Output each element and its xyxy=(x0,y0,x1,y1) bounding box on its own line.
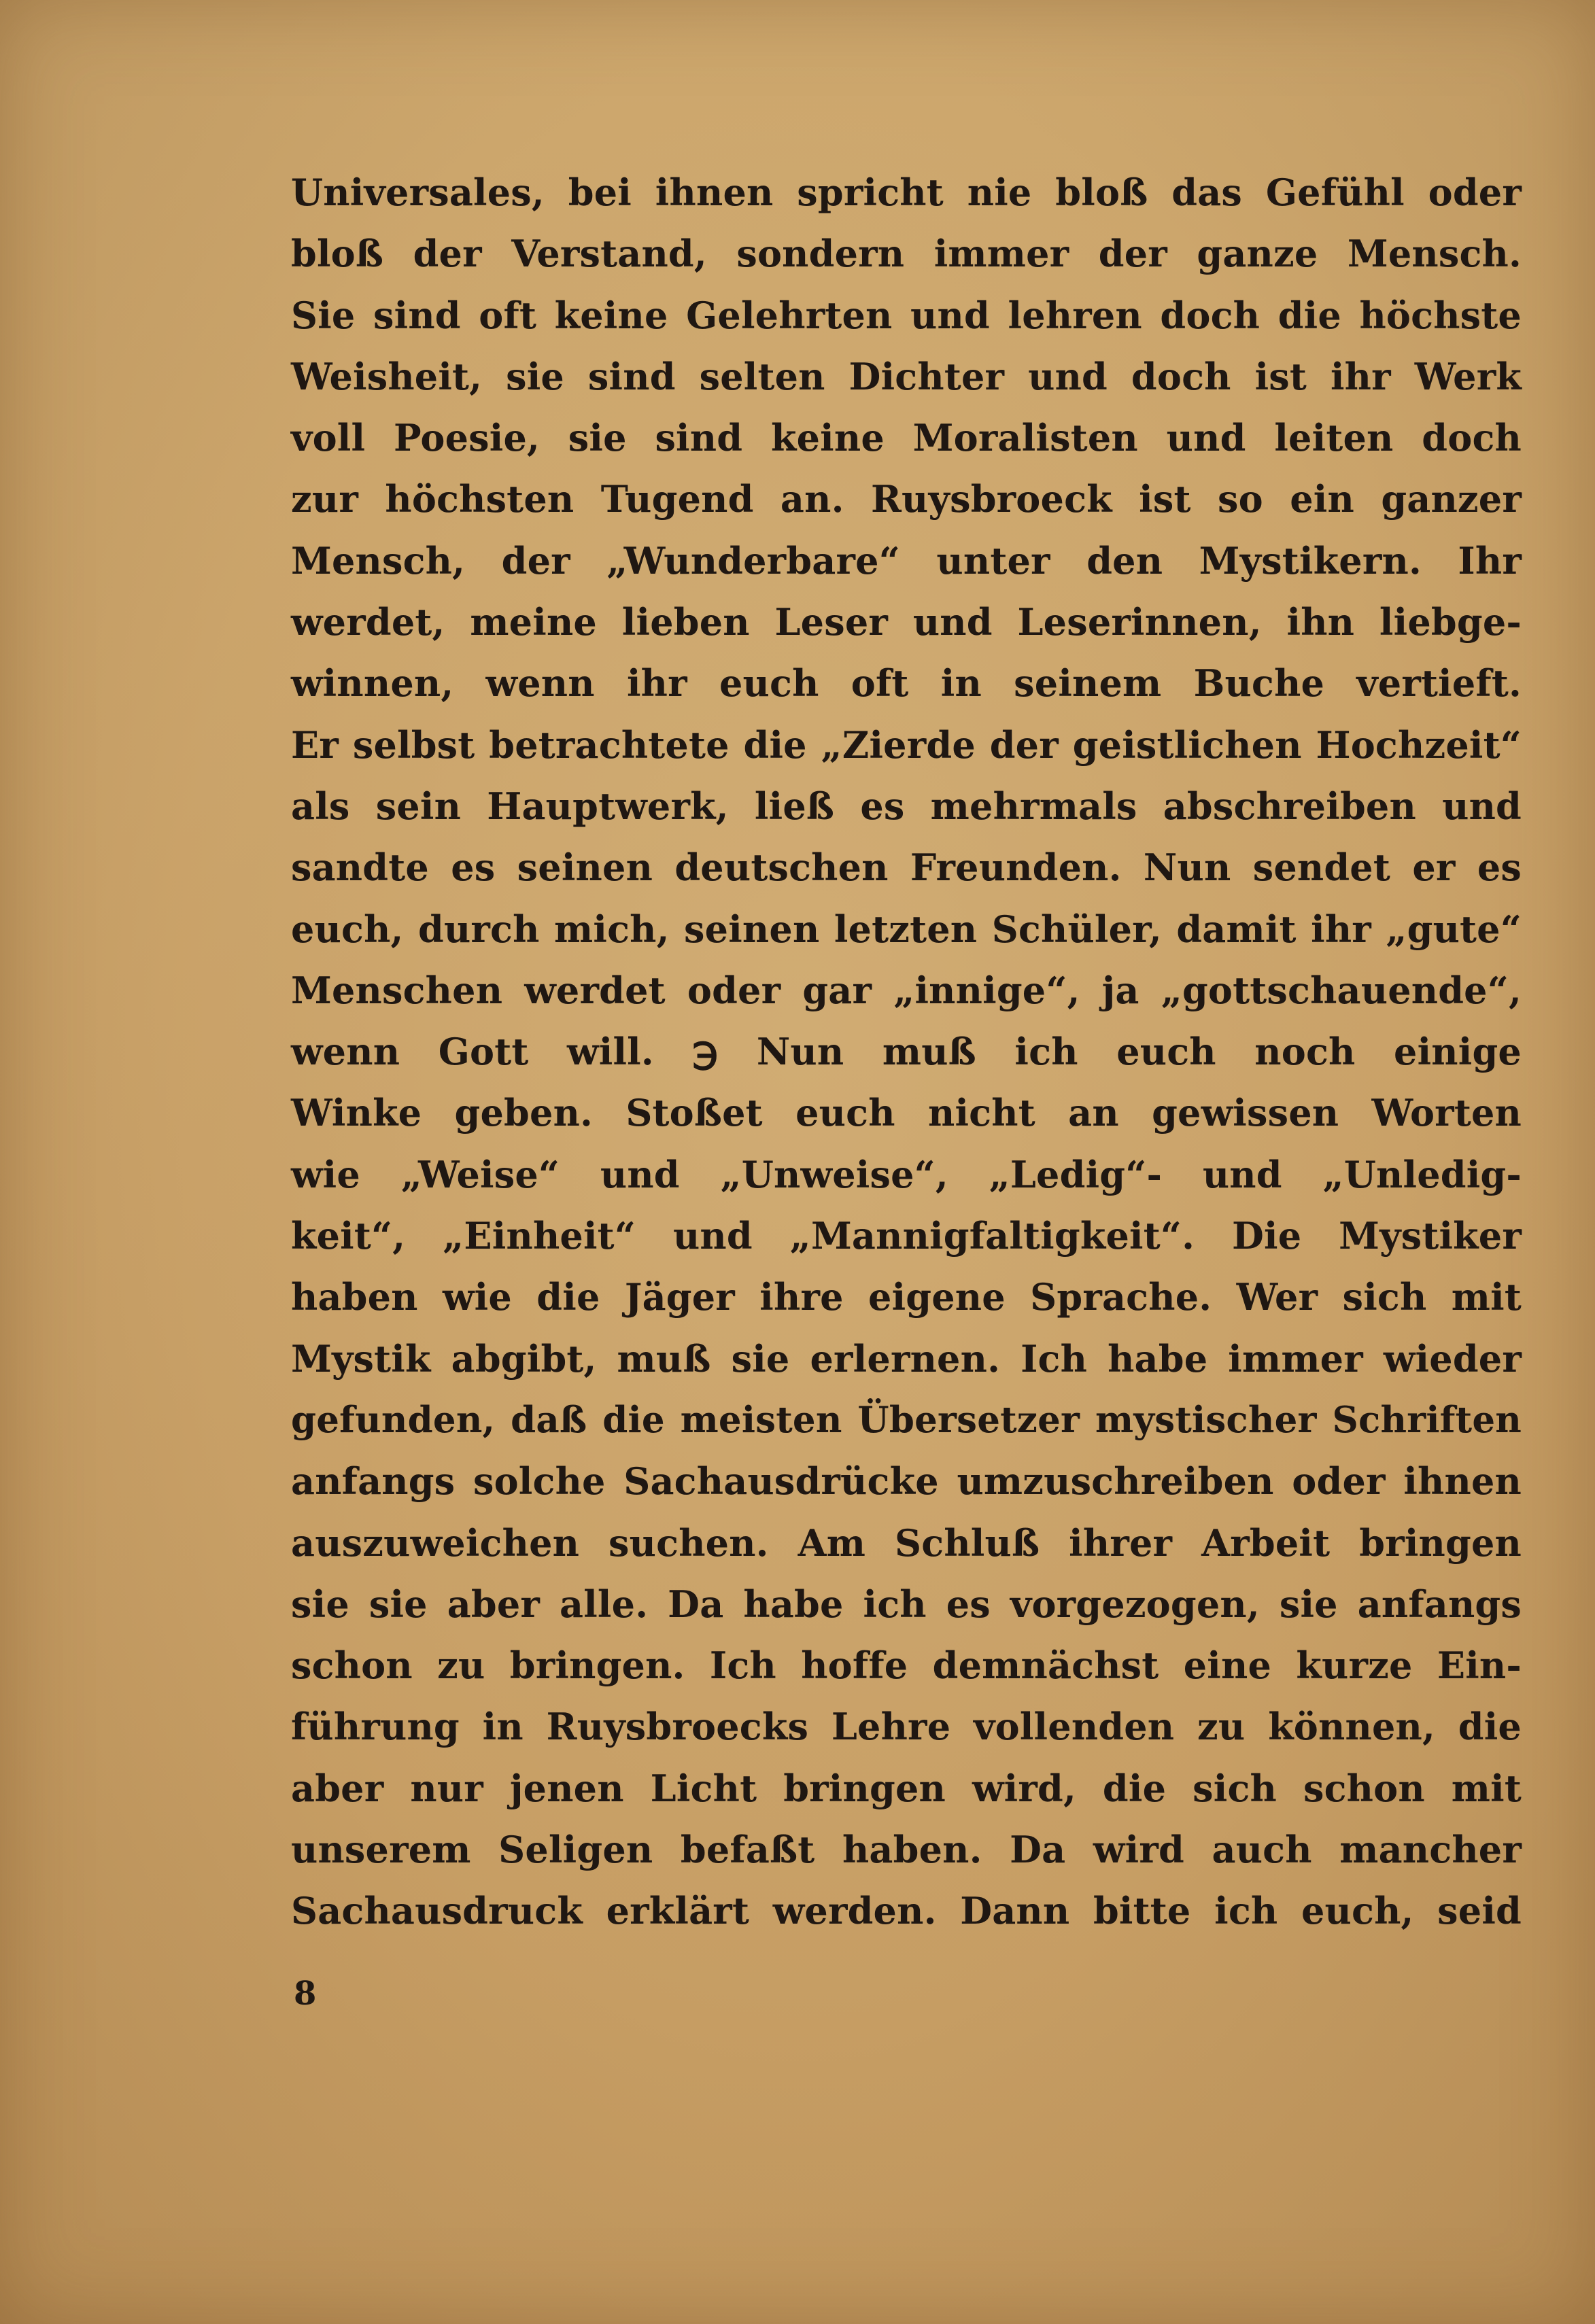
text-line: gefunden, daß die meisten Übersetzer mystischer Schriften xyxy=(291,1398,1522,1441)
text-line: Er selbst betrachtete die „Zierde der geistlichen Hochzeit“ xyxy=(291,723,1522,767)
text-line: Universales, bei ihnen spricht nie bloß das Gefühl oder xyxy=(291,171,1522,214)
text-line: sandte es seinen deutschen Freunden. Nun sendet er es xyxy=(291,846,1522,890)
text-line: schon zu bringen. Ich hoffe demnächst eine kurze Ein- xyxy=(291,1644,1522,1688)
text-line: haben wie die Jäger ihre eigene Sprache. Wer sich mit xyxy=(291,1275,1522,1319)
text-line: Mensch, der „Wunderbare“ unter den Mystikern. Ihr xyxy=(291,538,1522,583)
text-line: auszuweichen suchen. Am Schluß ihrer Arbeit bringen xyxy=(291,1521,1522,1565)
text-line: Mystik abgibt, muß sie erlernen. Ich habe immer wieder xyxy=(291,1336,1522,1381)
text-line: Sie sind oft keine Gelehrten und lehren doch die höchste xyxy=(291,293,1522,337)
text-line: unserem Seligen befaßt haben. Da wird auch mancher xyxy=(291,1828,1522,1872)
text-line: anfangs solche Sachausdrücke umzuschreiben oder ihnen xyxy=(291,1459,1522,1504)
text-line: wie „Weise“ und „Unweise“, „Ledig“- und „Unledig- xyxy=(291,1152,1522,1196)
text-line: werdet, meine lieben Leser und Leserinnen, ihn liebge- xyxy=(291,600,1522,644)
text-line: zur höchsten Tugend an. Ruysbroeck ist so ein ganzer xyxy=(291,477,1522,521)
text-line: bloß der Verstand, sondern immer der ganze Mensch. xyxy=(291,232,1522,276)
text-line: winnen, wenn ihr euch oft in seinem Buche vertieft. xyxy=(291,661,1522,706)
text-line: wenn Gott will. ℈ Nun muß ich euch noch einige xyxy=(291,1030,1522,1074)
text-line: Menschen werdet oder gar „innige“, ja „gottschauende“, xyxy=(291,968,1522,1012)
text-line: euch, durch mich, seinen letzten Schüler, damit ihr „gute“ xyxy=(291,907,1522,951)
text-line: Sachausdruck erklärt werden. Dann bitte ich euch, seid xyxy=(291,1889,1522,1933)
text-line: sie sie aber alle. Da habe ich es vorgezogen, sie anfangs xyxy=(291,1582,1522,1626)
text-line: keit“, „Einheit“ und „Mannigfaltigkeit“. Die Mystiker xyxy=(291,1214,1522,1258)
text-line: als sein Hauptwerk, ließ es mehrmals abschreiben und xyxy=(291,784,1522,828)
text-line: führung in Ruysbroecks Lehre vollenden zu können, die xyxy=(291,1705,1522,1749)
page-number: 8 xyxy=(294,1975,317,2013)
text-line: Winke geben. Stoßet euch nicht an gewissen Worten xyxy=(291,1091,1522,1135)
text-line: voll Poesie, sie sind keine Moralisten und leiten doch xyxy=(291,416,1522,460)
text-line: aber nur jenen Licht bringen wird, die sich schon mit xyxy=(291,1766,1522,1810)
text-line: Weisheit, sie sind selten Dichter und doch ist ihr Werk xyxy=(291,354,1522,398)
body-text xyxy=(291,162,1522,1942)
